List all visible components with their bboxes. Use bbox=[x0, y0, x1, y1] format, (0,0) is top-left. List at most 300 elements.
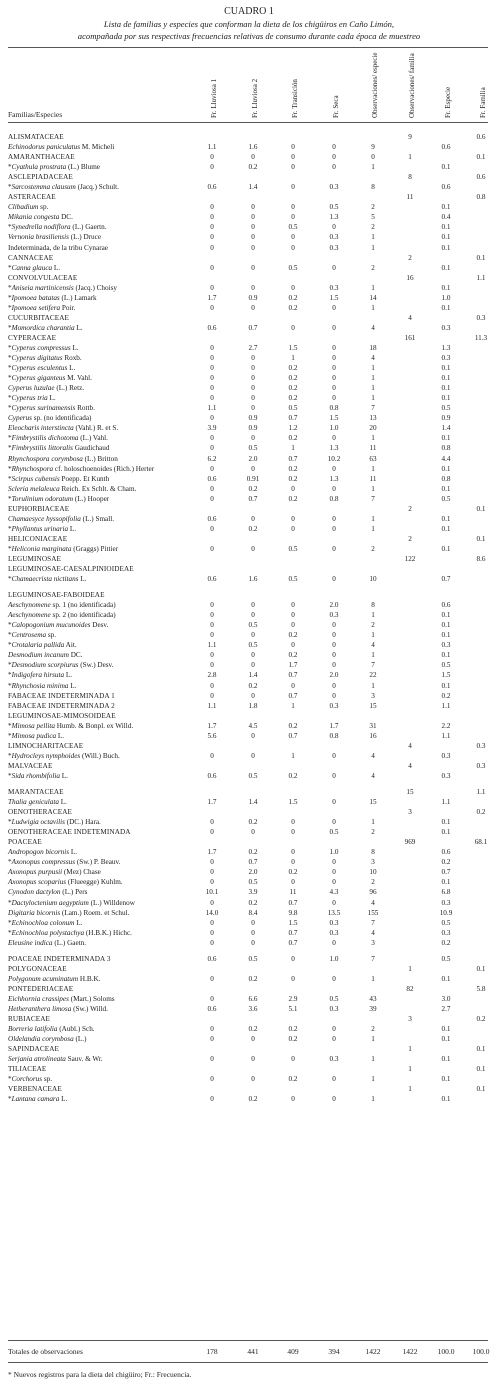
family-row bbox=[0, 984, 498, 994]
frequency-cell: 0.6 bbox=[207, 575, 217, 584]
species-row bbox=[0, 877, 498, 887]
species-row bbox=[0, 867, 498, 877]
species-authority: (Sw.) P. Beauv. bbox=[75, 858, 121, 867]
fr-species-cell: 0.8 bbox=[441, 444, 451, 453]
new-record-mark: * bbox=[8, 323, 12, 332]
family-name: POACEAE INDETERMINADA 3 bbox=[8, 954, 111, 963]
frequency-cell: 0 bbox=[332, 223, 336, 232]
frequency-cell: 0.2 bbox=[248, 163, 258, 172]
family-row bbox=[0, 761, 498, 771]
frequency-cell: 0.7 bbox=[288, 731, 298, 740]
frequency-cell: 0 bbox=[332, 621, 336, 630]
fr-species-cell: 2.7 bbox=[441, 1004, 451, 1013]
frequency-cell: 0 bbox=[291, 323, 295, 332]
species-name bbox=[8, 474, 109, 484]
frequency-cell: 0 bbox=[210, 163, 214, 172]
species-authority: L. bbox=[58, 798, 67, 807]
species-authority: sp. 2 (no identificada) bbox=[50, 611, 116, 620]
frequency-cell: 0 bbox=[332, 354, 336, 363]
frequency-cell: 0 bbox=[291, 514, 295, 523]
fr-species-cell: 0.1 bbox=[441, 631, 451, 640]
frequency-cell: 1.1 bbox=[207, 143, 217, 152]
family-name: RUBIACEAE bbox=[8, 1015, 51, 1024]
species-row bbox=[0, 994, 498, 1004]
fr-species-cell: 1.1 bbox=[441, 798, 451, 807]
new-record-mark: * bbox=[8, 183, 12, 192]
species-name bbox=[8, 1094, 67, 1104]
frequency-cell: 0 bbox=[251, 514, 255, 523]
frequency-cell: 1.0 bbox=[329, 954, 339, 963]
species-name bbox=[8, 731, 64, 741]
frequency-cell: 1.7 bbox=[207, 721, 217, 730]
frequency-cell: 2.0 bbox=[329, 601, 339, 610]
column-header bbox=[406, 53, 418, 118]
species-binomial: Sida rhombifolia bbox=[11, 771, 60, 780]
species-authority: (Will.) Buch. bbox=[80, 751, 120, 760]
frequency-cell: 0 bbox=[332, 1075, 336, 1084]
frequency-cell: 0 bbox=[291, 681, 295, 690]
family-name: OENOTHERACEAE bbox=[8, 808, 72, 817]
frequency-cell: 0.2 bbox=[288, 293, 298, 302]
species-row bbox=[0, 797, 498, 807]
frequency-cell: 0 bbox=[210, 494, 214, 503]
frequency-cell: 10.1 bbox=[205, 888, 219, 897]
species-authority: (L.) bbox=[73, 1035, 87, 1044]
species-name bbox=[8, 343, 79, 353]
fr-family-cell: 0.1 bbox=[476, 504, 486, 513]
species-name bbox=[8, 751, 120, 761]
frequency-cell: 0 bbox=[210, 994, 214, 1003]
frequency-cell: 0 bbox=[291, 1095, 295, 1104]
frequency-cell: 3 bbox=[371, 938, 375, 947]
column-header bbox=[477, 66, 489, 118]
species-binomial: Indigofera hirsuta bbox=[11, 671, 65, 680]
frequency-cell: 0 bbox=[332, 343, 336, 352]
frequency-cell: 0.2 bbox=[288, 1035, 298, 1044]
family-name: ASCLEPIADACEAE bbox=[8, 173, 73, 182]
species-binomial: Dactyloctenium aegyptium bbox=[11, 898, 89, 907]
fr-species-cell: 0.5 bbox=[441, 918, 451, 927]
obs-family-cell: 2 bbox=[408, 253, 412, 262]
family-row bbox=[0, 554, 498, 564]
species-name bbox=[8, 363, 75, 373]
frequency-cell: 0.2 bbox=[288, 1025, 298, 1034]
frequency-cell: 0 bbox=[332, 858, 336, 867]
species-binomial: Scirpus cubensis bbox=[11, 474, 60, 483]
fr-family-cell: 0.2 bbox=[476, 808, 486, 817]
species-name bbox=[8, 867, 101, 877]
frequency-cell: 0 bbox=[251, 153, 255, 162]
species-row bbox=[0, 393, 498, 403]
frequency-cell: 1.6 bbox=[248, 143, 258, 152]
species-row bbox=[0, 443, 498, 453]
fr-species-cell: 6.8 bbox=[441, 888, 451, 897]
frequency-cell: 0.2 bbox=[248, 818, 258, 827]
species-name bbox=[8, 423, 118, 433]
frequency-cell: 0 bbox=[210, 414, 214, 423]
frequency-cell: 0 bbox=[291, 621, 295, 630]
frequency-cell: 4 bbox=[371, 751, 375, 760]
species-row bbox=[0, 343, 498, 353]
species-name bbox=[8, 908, 129, 918]
frequency-cell: 0 bbox=[332, 751, 336, 760]
frequency-cell: 1.7 bbox=[207, 848, 217, 857]
species-name bbox=[8, 484, 136, 494]
fr-family-cell: 0.1 bbox=[476, 1085, 486, 1094]
fr-species-cell: 1.1 bbox=[441, 701, 451, 710]
frequency-cell: 1 bbox=[291, 354, 295, 363]
frequency-cell: 0 bbox=[332, 818, 336, 827]
frequency-cell: 0.6 bbox=[207, 514, 217, 523]
species-authority: (H.B.K.) Hichc. bbox=[84, 928, 132, 937]
frequency-cell: 96 bbox=[369, 888, 377, 897]
species-authority: cf. holoschoenoides (Rich.) Herter bbox=[53, 464, 155, 473]
frequency-cell: 1.7 bbox=[207, 798, 217, 807]
new-record-mark: * bbox=[8, 721, 12, 730]
species-row bbox=[0, 670, 498, 680]
frequency-cell: 1 bbox=[371, 464, 375, 473]
species-authority: L. bbox=[52, 263, 61, 272]
frequency-cell: 0.9 bbox=[248, 293, 258, 302]
frequency-cell: 0.3 bbox=[329, 918, 339, 927]
frequency-cell: 0.9 bbox=[248, 414, 258, 423]
species-authority: (L.) Britton bbox=[82, 454, 118, 463]
species-binomial: Chamaecrista nictitans bbox=[11, 575, 79, 584]
family-name: LEGUMINOSAE-FABOIDEAE bbox=[8, 591, 105, 600]
frequency-cell: 0 bbox=[291, 848, 295, 857]
frequency-cell: 15 bbox=[369, 798, 377, 807]
frequency-cell: 8.4 bbox=[248, 908, 258, 917]
family-name: CYPERACEAE bbox=[8, 333, 57, 342]
frequency-cell: 0 bbox=[251, 223, 255, 232]
fr-species-cell: 0.3 bbox=[441, 898, 451, 907]
column-header-label: Fr. Familia bbox=[479, 87, 487, 118]
frequency-cell: 0 bbox=[332, 384, 336, 393]
frequency-cell: 2 bbox=[371, 878, 375, 887]
species-binomial: Borreria latifolia bbox=[8, 1025, 58, 1034]
species-row bbox=[0, 574, 498, 584]
frequency-cell: 0.2 bbox=[288, 394, 298, 403]
species-authority: L. bbox=[64, 671, 73, 680]
column-header bbox=[208, 66, 220, 118]
family-name: POLYGONACEAE bbox=[8, 964, 67, 973]
species-authority: L. bbox=[74, 918, 83, 927]
frequency-cell: 0.7 bbox=[288, 691, 298, 700]
species-row bbox=[0, 918, 498, 928]
species-authority: sp. bbox=[46, 631, 57, 640]
species-name bbox=[8, 1004, 108, 1014]
species-row bbox=[0, 1074, 498, 1084]
frequency-cell: 0.3 bbox=[329, 233, 339, 242]
fr-species-cell: 0.1 bbox=[441, 818, 451, 827]
frequency-cell: 0 bbox=[251, 1055, 255, 1064]
species-name bbox=[8, 600, 116, 610]
frequency-cell: 31 bbox=[369, 721, 377, 730]
family-row bbox=[0, 691, 498, 701]
obs-family-cell: 4 bbox=[408, 741, 412, 750]
species-name bbox=[8, 640, 77, 650]
frequency-cell: 1 bbox=[371, 818, 375, 827]
frequency-cell: 0 bbox=[291, 828, 295, 837]
new-record-mark: * bbox=[8, 621, 12, 630]
fr-species-cell: 0.1 bbox=[441, 263, 451, 272]
frequency-cell: 1 bbox=[371, 243, 375, 252]
frequency-cell: 0 bbox=[332, 434, 336, 443]
frequency-cell: 1 bbox=[371, 434, 375, 443]
frequency-cell: 0.2 bbox=[288, 721, 298, 730]
species-row bbox=[0, 650, 498, 660]
frequency-cell: 0 bbox=[210, 354, 214, 363]
species-name bbox=[8, 877, 123, 887]
column-header bbox=[369, 52, 381, 118]
frequency-cell: 1 bbox=[371, 163, 375, 172]
frequency-cell: 0 bbox=[332, 898, 336, 907]
species-binomial: Aniseia martinicensis bbox=[11, 283, 74, 292]
new-record-mark: * bbox=[8, 818, 12, 827]
obs-family-cell: 2 bbox=[408, 504, 412, 513]
fr-species-cell: 1.5 bbox=[441, 671, 451, 680]
frequency-cell: 0 bbox=[251, 303, 255, 312]
frequency-cell: 3.9 bbox=[207, 424, 217, 433]
species-binomial: Digitaria bicornis bbox=[8, 908, 61, 917]
new-record-mark: * bbox=[8, 444, 12, 453]
family-name: CANNACEAE bbox=[8, 253, 54, 262]
frequency-cell: 3.6 bbox=[248, 1004, 258, 1013]
species-row bbox=[0, 353, 498, 363]
frequency-cell: 0.5 bbox=[288, 263, 298, 272]
species-name bbox=[8, 974, 100, 984]
new-record-mark: * bbox=[8, 671, 12, 680]
frequency-cell: 1.1 bbox=[207, 701, 217, 710]
fr-species-cell: 0.1 bbox=[441, 1035, 451, 1044]
species-row bbox=[0, 403, 498, 413]
frequency-cell: 0 bbox=[210, 1095, 214, 1104]
footnote: * Nuevos registros para la dieta del chigüiro; Fr.: Frecuencia. bbox=[8, 1370, 192, 1379]
fr-species-cell: 0.3 bbox=[441, 641, 451, 650]
frequency-cell: 0.5 bbox=[329, 203, 339, 212]
frequency-cell: 0 bbox=[291, 183, 295, 192]
species-binomial: Axonopus scoparius bbox=[8, 878, 67, 887]
species-row bbox=[0, 293, 498, 303]
species-name bbox=[8, 212, 73, 222]
species-row bbox=[0, 524, 498, 534]
species-binomial: Thalia geniculata bbox=[8, 798, 59, 807]
new-record-mark: * bbox=[8, 731, 12, 740]
column-header-label: Fr. Lluviosa 2 bbox=[251, 78, 259, 118]
fr-family-cell: 0.3 bbox=[476, 313, 486, 322]
frequency-cell: 1.5 bbox=[288, 343, 298, 352]
frequency-cell: 0.5 bbox=[329, 828, 339, 837]
fr-family-cell: 0.3 bbox=[476, 761, 486, 770]
species-name bbox=[8, 162, 100, 172]
frequency-cell: 0 bbox=[210, 524, 214, 533]
frequency-cell: 0 bbox=[332, 143, 336, 152]
family-row bbox=[0, 590, 498, 600]
fr-species-cell: 0.1 bbox=[441, 524, 451, 533]
species-row bbox=[0, 847, 498, 857]
species-binomial: Aeschynomene bbox=[8, 611, 51, 620]
species-row bbox=[0, 887, 498, 897]
species-authority: (Jacq.) Choisy bbox=[73, 283, 118, 292]
totals-label: Totales de observaciones bbox=[8, 1347, 83, 1356]
frequency-cell: 2.8 bbox=[207, 671, 217, 680]
species-binomial: Echinodorus paniculatus bbox=[8, 143, 81, 152]
species-name bbox=[8, 293, 97, 303]
frequency-cell: 10 bbox=[369, 575, 377, 584]
species-row bbox=[0, 974, 498, 984]
frequency-cell: 0 bbox=[332, 364, 336, 373]
fr-species-cell: 1.1 bbox=[441, 731, 451, 740]
frequency-cell: 0 bbox=[210, 374, 214, 383]
frequency-cell: 5 bbox=[371, 213, 375, 222]
frequency-cell: 0 bbox=[210, 918, 214, 927]
species-name bbox=[8, 574, 86, 584]
species-binomial: Cyperus esculentus bbox=[11, 364, 68, 373]
frequency-cell: 0.3 bbox=[329, 1004, 339, 1013]
family-name: SAPINDACEAE bbox=[8, 1045, 60, 1054]
frequency-cell: 5.6 bbox=[207, 731, 217, 740]
frequency-cell: 2 bbox=[371, 203, 375, 212]
frequency-cell: 0 bbox=[332, 263, 336, 272]
frequency-cell: 0.7 bbox=[288, 671, 298, 680]
species-name bbox=[8, 222, 107, 232]
frequency-cell: 4 bbox=[371, 354, 375, 363]
frequency-cell: 0 bbox=[251, 464, 255, 473]
frequency-cell: 1 bbox=[371, 1075, 375, 1084]
family-name: EUPHORBIACEAE bbox=[8, 504, 70, 513]
species-name bbox=[8, 464, 154, 474]
top-rule bbox=[8, 47, 488, 48]
frequency-cell: 2.7 bbox=[248, 343, 258, 352]
new-record-mark: * bbox=[8, 364, 12, 373]
frequency-cell: 0 bbox=[291, 878, 295, 887]
family-name: HELICONIACEAE bbox=[8, 534, 68, 543]
frequency-cell: 0 bbox=[251, 828, 255, 837]
frequency-cell: 0 bbox=[251, 1075, 255, 1084]
obs-family-cell: 9 bbox=[408, 133, 412, 141]
frequency-cell: 0.3 bbox=[329, 283, 339, 292]
family-name: FABACEAE INDETERMINADA 2 bbox=[8, 701, 115, 710]
frequency-cell: 0 bbox=[210, 364, 214, 373]
frequency-cell: 63 bbox=[369, 454, 377, 463]
species-binomial: Eichhornia crassipes bbox=[8, 994, 69, 1003]
family-name: CUCURBITACEAE bbox=[8, 313, 70, 322]
frequency-cell: 0 bbox=[332, 641, 336, 650]
column-header-label: Fr. Especie bbox=[444, 86, 452, 118]
species-row bbox=[0, 494, 498, 504]
species-name bbox=[8, 994, 115, 1004]
fr-species-cell: 1.3 bbox=[441, 343, 451, 352]
fr-species-cell: 0.1 bbox=[441, 878, 451, 887]
family-name: VERBENACEAE bbox=[8, 1085, 62, 1094]
frequency-cell: 0.2 bbox=[288, 631, 298, 640]
frequency-cell: 7 bbox=[371, 661, 375, 670]
frequency-cell: 0 bbox=[210, 384, 214, 393]
fr-family-cell: 1.1 bbox=[476, 788, 486, 796]
fr-species-cell: 0.9 bbox=[441, 414, 451, 423]
frequency-cell: 0 bbox=[210, 303, 214, 312]
species-binomial: Cyperus compressus bbox=[11, 343, 71, 352]
frequency-cell: 7 bbox=[371, 404, 375, 413]
obs-family-cell: 2 bbox=[408, 534, 412, 543]
frequency-cell: 1.5 bbox=[329, 414, 339, 423]
species-row bbox=[0, 202, 498, 212]
frequency-cell: 0 bbox=[210, 818, 214, 827]
fr-species-cell: 0.3 bbox=[441, 928, 451, 937]
frequency-cell: 0 bbox=[291, 484, 295, 493]
frequency-cell: 0 bbox=[332, 1025, 336, 1034]
frequency-cell: 11 bbox=[369, 474, 377, 483]
species-name bbox=[8, 1024, 95, 1034]
frequency-cell: 1 bbox=[371, 651, 375, 660]
fr-species-cell: 0.1 bbox=[441, 514, 451, 523]
new-record-mark: * bbox=[8, 223, 12, 232]
total-cell: 441 bbox=[247, 1347, 259, 1356]
frequency-cell: 0.2 bbox=[288, 434, 298, 443]
frequency-cell: 0 bbox=[210, 343, 214, 352]
obs-family-cell: 16 bbox=[406, 273, 414, 282]
family-row bbox=[0, 1084, 498, 1094]
species-authority: (L.) Druce bbox=[68, 233, 102, 242]
species-row bbox=[0, 363, 498, 373]
species-row bbox=[0, 142, 498, 152]
fr-species-cell: 0.6 bbox=[441, 601, 451, 610]
fr-species-cell: 0.1 bbox=[441, 243, 451, 252]
species-binomial: Desmodium incanum bbox=[8, 651, 69, 660]
total-cell: 1422 bbox=[402, 1347, 418, 1356]
frequency-cell: 0 bbox=[210, 484, 214, 493]
frequency-cell: 0.2 bbox=[288, 374, 298, 383]
species-binomial: Crotalaria pallida bbox=[11, 641, 65, 650]
fr-species-cell: 0.1 bbox=[441, 1025, 451, 1034]
species-authority: (L.) Small. bbox=[80, 514, 115, 523]
frequency-cell: 4 bbox=[371, 928, 375, 937]
frequency-cell: 0.3 bbox=[329, 243, 339, 252]
fr-species-cell: 0.2 bbox=[441, 858, 451, 867]
species-name bbox=[8, 928, 132, 938]
family-row bbox=[0, 172, 498, 182]
frequency-cell: 14.0 bbox=[205, 908, 219, 917]
species-authority: (L.) Retz. bbox=[54, 384, 85, 393]
species-row bbox=[0, 484, 498, 494]
new-record-mark: * bbox=[8, 283, 12, 292]
frequency-cell: 0 bbox=[332, 524, 336, 533]
fr-family-cell: 0.2 bbox=[476, 1015, 486, 1024]
new-record-mark: * bbox=[8, 474, 12, 483]
frequency-cell: 2 bbox=[371, 621, 375, 630]
species-name bbox=[8, 514, 114, 524]
species-authority: Desv. bbox=[90, 621, 109, 630]
column-header-label: Fr. Lluviosa 1 bbox=[210, 78, 218, 118]
frequency-cell: 0.2 bbox=[288, 364, 298, 373]
species-binomial: Cyperus luzulae bbox=[8, 384, 55, 393]
fr-species-cell: 0.1 bbox=[441, 681, 451, 690]
frequency-cell: 0.5 bbox=[288, 544, 298, 553]
species-binomial: Echinochloa polystachya bbox=[11, 928, 85, 937]
frequency-cell: 0 bbox=[332, 153, 336, 162]
frequency-cell: 0 bbox=[332, 798, 336, 807]
frequency-cell: 1 bbox=[371, 1035, 375, 1044]
frequency-cell: 0 bbox=[210, 203, 214, 212]
species-row bbox=[0, 232, 498, 242]
new-record-mark: * bbox=[8, 575, 12, 584]
fr-species-cell: 0.1 bbox=[441, 394, 451, 403]
frequency-cell: 1 bbox=[371, 303, 375, 312]
frequency-cell: 0.2 bbox=[288, 1075, 298, 1084]
species-binomial: Mikania congesta bbox=[8, 213, 60, 222]
frequency-cell: 0.3 bbox=[329, 611, 339, 620]
species-binomial: Oldelandia corymbosa bbox=[8, 1035, 74, 1044]
